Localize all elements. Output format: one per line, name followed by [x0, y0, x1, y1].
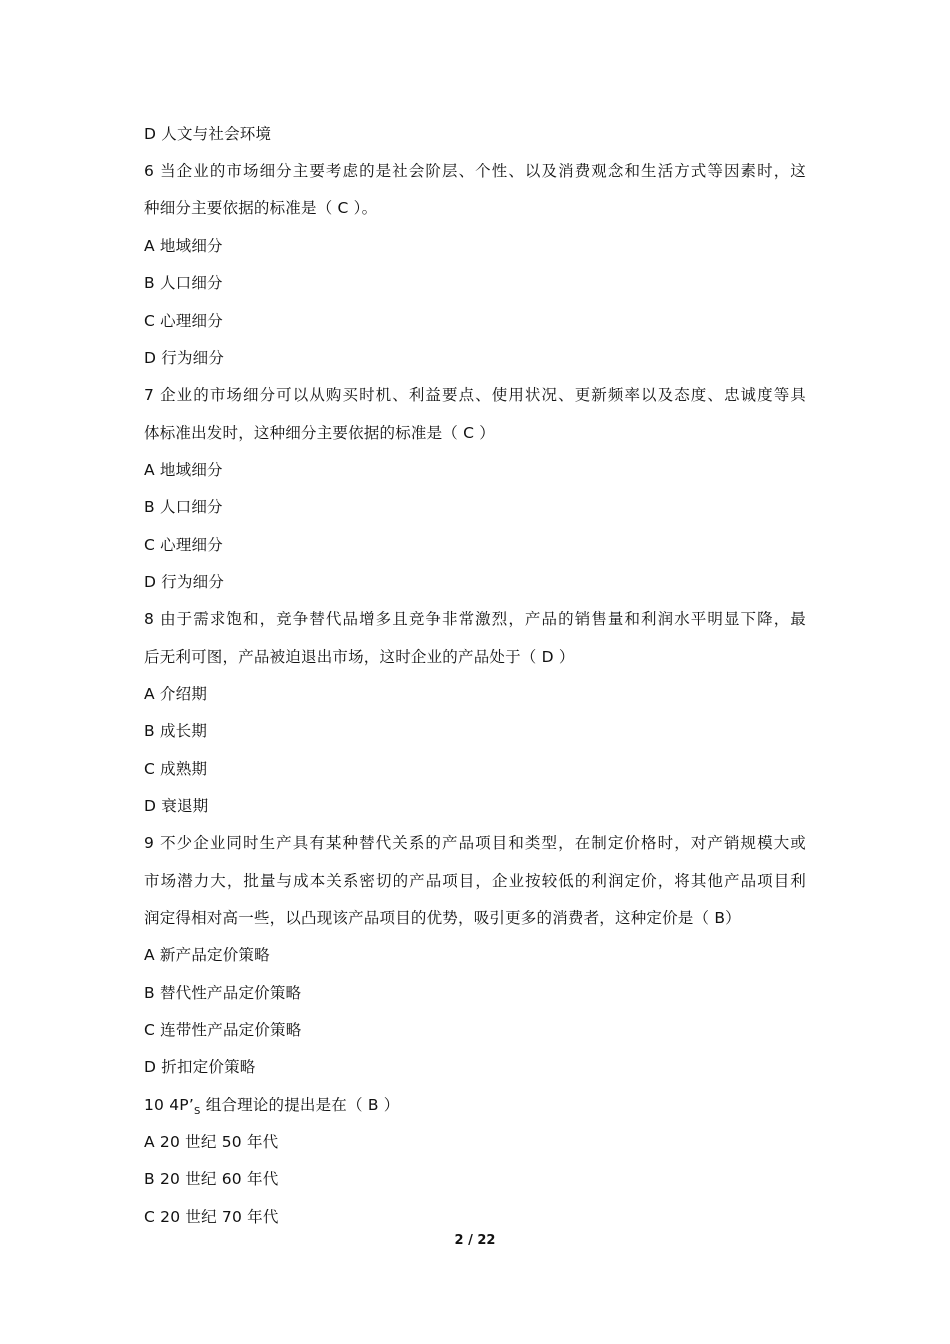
- option-d-q8: D 衰退期: [144, 797, 209, 815]
- option-c-q10: C 20 世纪 70 年代: [144, 1208, 279, 1226]
- option-c-q9: C 连带性产品定价策略: [144, 1021, 302, 1039]
- question-6-line-1: 6 当企业的市场细分主要考虑的是社会阶层、个性、以及消费观念和生活方式等因素时，这: [144, 162, 806, 180]
- option-a-q7: A 地域细分: [144, 461, 223, 479]
- option-b-q10: B 20 世纪 60 年代: [144, 1170, 279, 1188]
- option-c-q7: C 心理细分: [144, 536, 223, 554]
- question-10-subscript: S: [194, 1106, 201, 1118]
- question-10: [144, 1095, 399, 1122]
- question-8-line-1: 8 由于需求饱和，竞争替代品增多且竞争非常激烈，产品的销售量和利润水平明显下降，最: [144, 610, 806, 628]
- option-b-q9: B 替代性产品定价策略: [144, 984, 302, 1002]
- option-b-q6: B 人口细分: [144, 274, 223, 292]
- option-c-q6: C 心理细分: [144, 312, 223, 330]
- option-b-q8: B 成长期: [144, 722, 208, 740]
- question-8-line-2: 后无利可图，产品被迫退出市场，这时企业的产品处于（ D ）: [144, 648, 575, 666]
- option-a-q8: A 介绍期: [144, 685, 208, 703]
- question-6-line-2: 种细分主要依据的标准是（ C ）。: [144, 199, 378, 217]
- option-a-q6: A 地域细分: [144, 237, 223, 255]
- question-9-line-3: 润定得相对高一些，以凸现该产品项目的优势，吸引更多的消费者，这种定价是（ B）: [144, 909, 741, 927]
- question-10-prefix: 10 4P’: [144, 1096, 194, 1114]
- question-7-line-2: 体标准出发时，这种细分主要依据的标准是（ C ）: [144, 424, 495, 442]
- question-7-line-1: 7 企业的市场细分可以从购买时机、利益要点、使用状况、更新频率以及态度、忠诚度等具: [144, 386, 806, 404]
- question-9-line-2: 市场潜力大，批量与成本关系密切的产品项目，企业按较低的利润定价，将其他产品项目利: [144, 872, 806, 890]
- option-d-q5: D 人文与社会环境: [144, 125, 272, 143]
- option-d-q7: D 行为细分: [144, 573, 225, 591]
- page-number: 2 / 22: [454, 1233, 496, 1248]
- option-d-q6: D 行为细分: [144, 349, 225, 367]
- option-c-q8: C 成熟期: [144, 760, 208, 778]
- option-d-q9: D 折扣定价策略: [144, 1058, 256, 1076]
- option-a-q9: A 新产品定价策略: [144, 946, 270, 964]
- question-9-line-1: 9 不少企业同时生产具有某种替代关系的产品项目和类型，在制定价格时，对产销规模大或: [144, 834, 806, 852]
- question-10-text: 组合理论的提出是在（ B ）: [200, 1096, 400, 1114]
- option-a-q10: A 20 世纪 50 年代: [144, 1133, 279, 1151]
- option-b-q7: B 人口细分: [144, 498, 223, 516]
